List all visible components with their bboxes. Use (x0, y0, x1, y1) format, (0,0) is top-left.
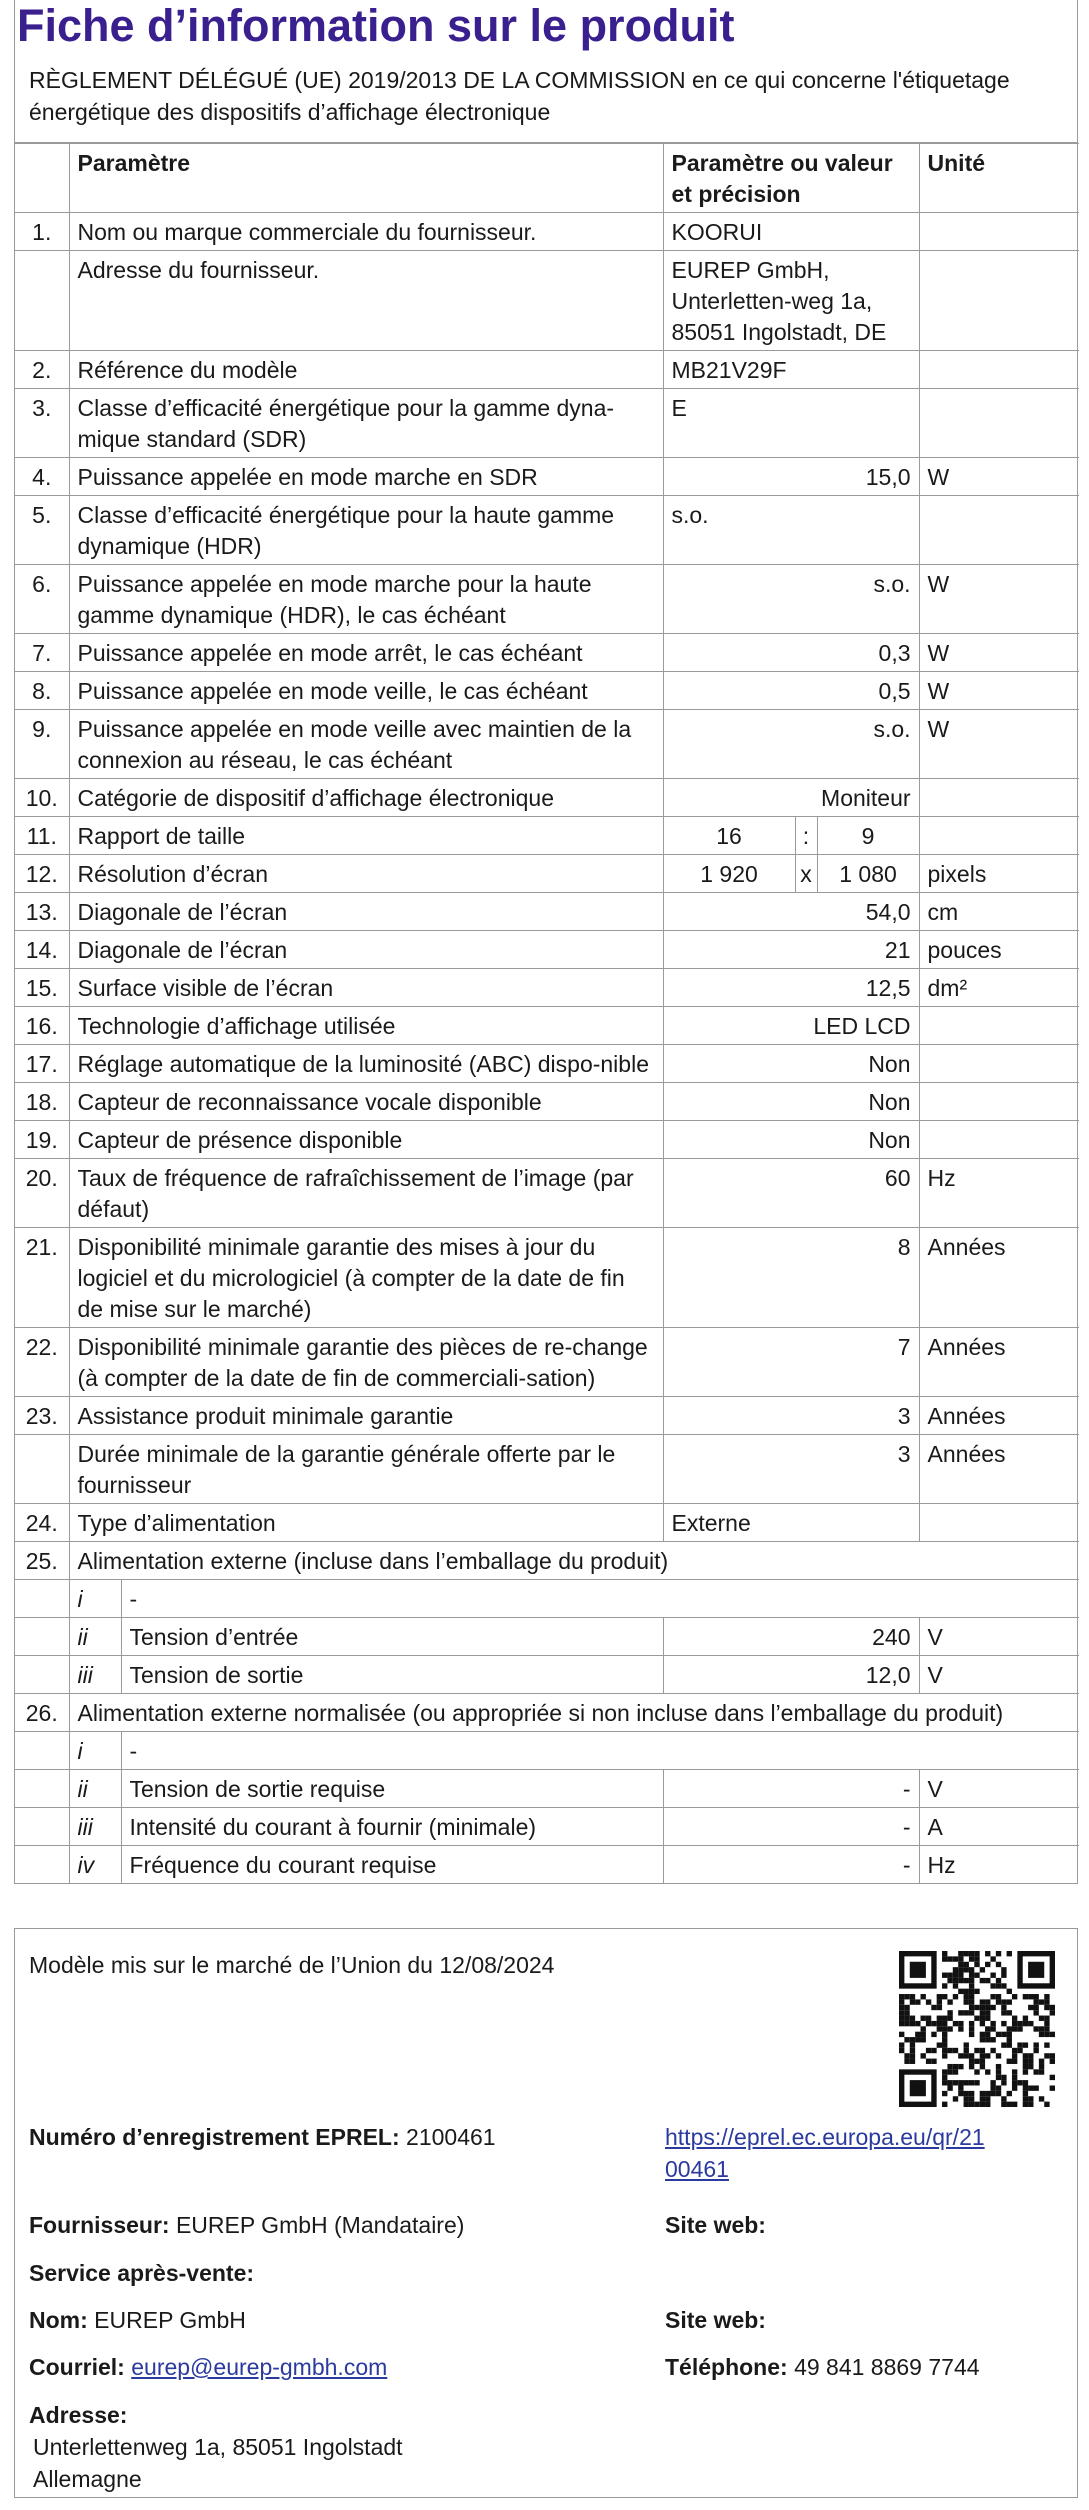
table-row (15, 1542, 1079, 1580)
row-parameter: Disponibilité minimale garantie des mises à jour du logiciel et du micrologiciel (à compter de la date de fin de mise sur le marché) (69, 1228, 663, 1328)
row-number: 5. (15, 496, 69, 565)
table-subrow (15, 1618, 1079, 1656)
table-subrow (15, 1732, 1079, 1770)
table-subrow (15, 1846, 1079, 1884)
row-number: 18. (15, 1083, 69, 1121)
table-row (15, 710, 1079, 779)
row-number: 19. (15, 1121, 69, 1159)
row-number: 21. (15, 1228, 69, 1328)
row-parameter: Capteur de reconnaissance vocale disponible (69, 1083, 663, 1121)
row-parameter: Classe d’efficacité énergétique pour la haute gamme dynamique (HDR) (69, 496, 663, 565)
row-value: 54,0 (663, 893, 919, 931)
row-number: 20. (15, 1159, 69, 1228)
row-number: 6. (15, 565, 69, 634)
subrow-roman: i (69, 1732, 121, 1770)
row-unit: W (919, 565, 1079, 634)
row-unit: Années (919, 1228, 1079, 1328)
row-parameter: Nom ou marque commerciale du fournisseur. (69, 213, 663, 251)
header-unit: Unité (919, 144, 1079, 213)
row-unit: Années (919, 1328, 1079, 1397)
header-parameter: Paramètre (69, 144, 663, 213)
subrow-parameter: Tension d’entrée (121, 1618, 663, 1656)
row-value: EUREP GmbH, Unterletten-weg 1a, 85051 Ingolstadt, DE (663, 251, 919, 351)
supplier-value: EUREP GmbH (Mandataire) (175, 2212, 465, 2238)
eprel-link[interactable] (665, 2121, 985, 2153)
subrow-number-empty (15, 1846, 69, 1884)
table-row (15, 969, 1079, 1007)
row-number: 24. (15, 1504, 69, 1542)
after-sales-service (29, 2257, 254, 2289)
row-value-a: 1 920 (663, 855, 795, 893)
row-unit: W (919, 458, 1079, 496)
subrow-parameter: Tension de sortie requise (121, 1770, 663, 1808)
row-value: E (663, 389, 919, 458)
website-label-1: Site web: (665, 2212, 766, 2238)
row-value: 7 (663, 1328, 919, 1397)
table-row (15, 458, 1079, 496)
header-value: Paramètre ou valeur et précision (663, 144, 919, 213)
subrow-parameter: - (121, 1580, 1079, 1618)
row-unit: pixels (919, 855, 1079, 893)
table-row (15, 931, 1079, 969)
table-row (15, 1045, 1079, 1083)
subrow-unit: A (919, 1808, 1079, 1846)
row-value: 60 (663, 1159, 919, 1228)
row-value-b: 1 080 (817, 855, 919, 893)
service-phone (665, 2351, 980, 2383)
row-unit: cm (919, 893, 1079, 931)
row-parameter: Assistance produit minimale garantie (69, 1397, 663, 1435)
row-unit (919, 779, 1079, 817)
row-parameter: Taux de fréquence de rafraîchissement de l’image (par défaut) (69, 1159, 663, 1228)
table-row (15, 634, 1079, 672)
subrow-number-empty (15, 1770, 69, 1808)
row-parameter: Puissance appelée en mode marche en SDR (69, 458, 663, 496)
row-number: 15. (15, 969, 69, 1007)
eprel-number (29, 2121, 496, 2153)
row-value-b: 9 (817, 817, 919, 855)
row-parameter: Puissance appelée en mode arrêt, le cas échéant (69, 634, 663, 672)
row-parameter: Disponibilité minimale garantie des pièces de re-change (à compter de la date de fin de commerciali-sation) (69, 1328, 663, 1397)
row-value: LED LCD (663, 1007, 919, 1045)
table-row (15, 565, 1079, 634)
eprel-link-line1[interactable]: https://eprel.ec.europa.eu/qr/21 (665, 2124, 985, 2150)
registration-info (14, 1928, 1078, 2498)
table-row (15, 1159, 1079, 1228)
name-value: EUREP GmbH (94, 2307, 246, 2333)
row-unit: Hz (919, 1159, 1079, 1228)
row-number: 3. (15, 389, 69, 458)
row-number: 4. (15, 458, 69, 496)
row-number: 16. (15, 1007, 69, 1045)
supplier-label: Fournisseur: (29, 2212, 170, 2238)
market-date: Modèle mis sur le marché de l’Union du 12/08/2024 (29, 1952, 555, 1978)
row-number: 1. (15, 213, 69, 251)
table-row (15, 893, 1079, 931)
row-unit (919, 1007, 1079, 1045)
row-parameter: Référence du modèle (69, 351, 663, 389)
row-number: 9. (15, 710, 69, 779)
row-unit: pouces (919, 931, 1079, 969)
page-title: Fiche d’information sur le produit (17, 0, 735, 51)
row-value: Non (663, 1121, 919, 1159)
website-1 (665, 2209, 766, 2241)
eprel-link-line2[interactable]: 00461 (665, 2156, 729, 2182)
row-unit (919, 1083, 1079, 1121)
subrow-unit: V (919, 1770, 1079, 1808)
supplier (29, 2209, 464, 2241)
row-number: 12. (15, 855, 69, 893)
row-value: Non (663, 1083, 919, 1121)
row-parameter: Type d’alimentation (69, 1504, 663, 1542)
row-number: 8. (15, 672, 69, 710)
row-unit: dm² (919, 969, 1079, 1007)
address-label: Adresse: (29, 2402, 128, 2428)
row-number: 11. (15, 817, 69, 855)
row-value: 3 (663, 1435, 919, 1504)
row-unit (919, 1121, 1079, 1159)
eprel-link-cont[interactable] (665, 2153, 729, 2185)
subrow-value: 240 (663, 1618, 919, 1656)
row-number (15, 251, 69, 351)
row-parameter: Puissance appelée en mode marche pour la haute gamme dynamique (HDR), le cas échéant (69, 565, 663, 634)
row-unit: W (919, 710, 1079, 779)
row-value: Moniteur (663, 779, 919, 817)
subrow-parameter: Tension de sortie (121, 1656, 663, 1694)
table-row (15, 1228, 1079, 1328)
table-row (15, 1328, 1079, 1397)
regulation-text: RÈGLEMENT DÉLÉGUÉ (UE) 2019/2013 DE LA COMMISSION en ce qui concerne l'étiquetage énergétique des dispositifs d’affichage électronique (15, 52, 1077, 143)
phone-value: 49 841 8869 7744 (794, 2354, 980, 2380)
row-number: 26. (15, 1694, 69, 1732)
header-num (15, 144, 69, 213)
table-row (15, 351, 1079, 389)
table-row (15, 1435, 1079, 1504)
subrow-roman: ii (69, 1770, 121, 1808)
row-parameter: Catégorie de dispositif d’affichage électronique (69, 779, 663, 817)
subrow-roman: ii (69, 1618, 121, 1656)
eprel-value: 2100461 (406, 2124, 496, 2150)
table-row (15, 213, 1079, 251)
row-number: 17. (15, 1045, 69, 1083)
subrow-parameter: Intensité du courant à fournir (minimale) (121, 1808, 663, 1846)
table-row (15, 1397, 1079, 1435)
table-row (15, 1083, 1079, 1121)
subrow-number-empty (15, 1732, 69, 1770)
row-parameter: Résolution d’écran (69, 855, 663, 893)
subrow-number-empty (15, 1808, 69, 1846)
subrow-parameter: - (121, 1732, 1079, 1770)
subrow-number-empty (15, 1656, 69, 1694)
row-number: 2. (15, 351, 69, 389)
row-value-a: 16 (663, 817, 795, 855)
row-parameter: Durée minimale de la garantie générale offerte par le fournisseur (69, 1435, 663, 1504)
row-number (15, 1435, 69, 1504)
row-value: Non (663, 1045, 919, 1083)
subrow-roman: iii (69, 1808, 121, 1846)
row-parameter: Puissance appelée en mode veille avec maintien de la connexion au réseau, le cas échéant (69, 710, 663, 779)
row-unit: W (919, 634, 1079, 672)
row-unit (919, 1504, 1079, 1542)
row-parameter: Surface visible de l’écran (69, 969, 663, 1007)
subrow-value: - (663, 1770, 919, 1808)
row-number: 10. (15, 779, 69, 817)
table-row (15, 1694, 1079, 1732)
row-parameter: Diagonale de l’écran (69, 893, 663, 931)
row-number: 13. (15, 893, 69, 931)
qr-code-icon[interactable] (899, 1951, 1055, 2107)
row-value: s.o. (663, 565, 919, 634)
table-row (15, 389, 1079, 458)
table-row (15, 251, 1079, 351)
table-row (15, 1121, 1079, 1159)
subrow-unit: V (919, 1656, 1079, 1694)
subrow-value: 12,0 (663, 1656, 919, 1694)
service-label: Service après-vente: (29, 2260, 255, 2286)
row-number: 23. (15, 1397, 69, 1435)
website-2 (665, 2304, 766, 2336)
row-value: 12,5 (663, 969, 919, 1007)
row-value: 15,0 (663, 458, 919, 496)
row-parameter: Puissance appelée en mode veille, le cas échéant (69, 672, 663, 710)
row-value: 8 (663, 1228, 919, 1328)
table-row (15, 817, 1079, 855)
row-value: MB21V29F (663, 351, 919, 389)
service-name (29, 2304, 246, 2336)
row-unit (919, 496, 1079, 565)
row-parameter: Technologie d’affichage utilisée (69, 1007, 663, 1045)
row-value-separator: x (795, 855, 817, 893)
subrow-value: - (663, 1846, 919, 1884)
subrow-roman: iii (69, 1656, 121, 1694)
row-number: 25. (15, 1542, 69, 1580)
table-header-row (15, 144, 1079, 213)
row-value: s.o. (663, 496, 919, 565)
table-row (15, 855, 1079, 893)
row-value: 0,3 (663, 634, 919, 672)
row-value: Externe (663, 1504, 919, 1542)
row-number: 22. (15, 1328, 69, 1397)
subrow-unit: Hz (919, 1846, 1079, 1884)
table-row (15, 779, 1079, 817)
row-number: 14. (15, 931, 69, 969)
address-heading (29, 2399, 127, 2431)
row-value: 21 (663, 931, 919, 969)
row-parameter: Diagonale de l’écran (69, 931, 663, 969)
subrow-roman: iv (69, 1846, 121, 1884)
website-label-2: Site web: (665, 2307, 766, 2333)
table-subrow (15, 1770, 1079, 1808)
row-parameter: Capteur de présence disponible (69, 1121, 663, 1159)
row-parameter: Classe d’efficacité énergétique pour la gamme dyna-mique standard (SDR) (69, 389, 663, 458)
row-unit: Années (919, 1397, 1079, 1435)
table-row (15, 496, 1079, 565)
row-value: 3 (663, 1397, 919, 1435)
service-email (29, 2351, 387, 2383)
email-label: Courriel: (29, 2354, 125, 2380)
eprel-label: Numéro d’enregistrement EPREL: (29, 2124, 400, 2150)
row-unit: Années (919, 1435, 1079, 1504)
row-unit (919, 817, 1079, 855)
table-subrow (15, 1808, 1079, 1846)
row-unit (919, 251, 1079, 351)
subrow-number-empty (15, 1580, 69, 1618)
row-value: s.o. (663, 710, 919, 779)
row-parameter: Rapport de taille (69, 817, 663, 855)
row-number: 7. (15, 634, 69, 672)
row-value-separator: : (795, 817, 817, 855)
parameter-table (15, 143, 1079, 1883)
subrow-number-empty (15, 1618, 69, 1656)
table-subrow (15, 1580, 1079, 1618)
row-unit (919, 389, 1079, 458)
phone-label: Téléphone: (665, 2354, 788, 2380)
parameter-sheet (14, 0, 1078, 1884)
row-value: KOORUI (663, 213, 919, 251)
row-unit (919, 351, 1079, 389)
subrow-value: - (663, 1808, 919, 1846)
row-unit (919, 213, 1079, 251)
email-link[interactable]: eurep@eurep-gmbh.com (131, 2354, 388, 2380)
row-value: 0,5 (663, 672, 919, 710)
table-row (15, 672, 1079, 710)
address-line1: Unterlettenweg 1a, 85051 Ingolstadt (33, 2434, 403, 2460)
subrow-unit: V (919, 1618, 1079, 1656)
name-label: Nom: (29, 2307, 88, 2333)
subrow-parameter: Fréquence du courant requise (121, 1846, 663, 1884)
subrow-roman: i (69, 1580, 121, 1618)
row-parameter: Réglage automatique de la luminosité (ABC) dispo-nible (69, 1045, 663, 1083)
table-row (15, 1504, 1079, 1542)
row-parameter: Adresse du fournisseur. (69, 251, 663, 351)
row-unit (919, 1045, 1079, 1083)
row-unit: W (919, 672, 1079, 710)
row-parameter: Alimentation externe normalisée (ou appropriée si non incluse dans l’emballage du produit) (69, 1694, 1079, 1732)
row-parameter: Alimentation externe (incluse dans l’emballage du produit) (69, 1542, 1079, 1580)
table-row (15, 1007, 1079, 1045)
table-subrow (15, 1656, 1079, 1694)
address-line2: Allemagne (33, 2466, 142, 2492)
parameter-rows (15, 213, 1079, 1884)
